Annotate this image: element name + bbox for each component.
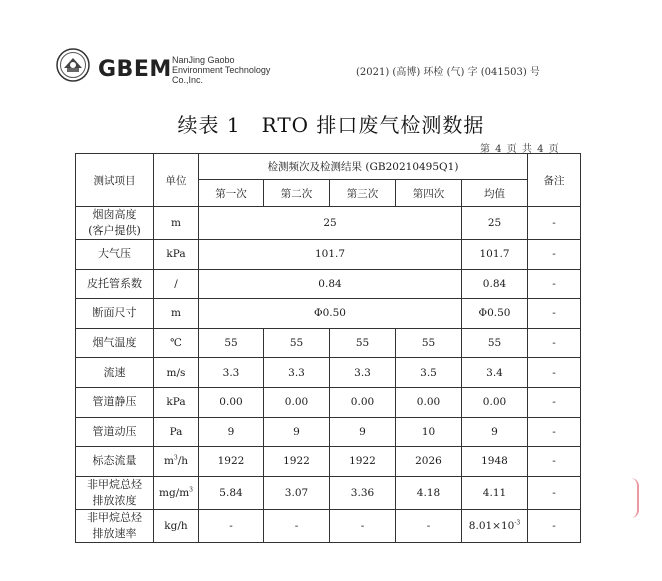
run-value: 2026 [396,447,462,477]
table-row [76,299,581,329]
remark-value: - [528,387,581,417]
row-item [76,207,154,240]
run-value: 0.00 [264,387,330,417]
row-item: 皮托管系数 [76,269,154,299]
item-text: 烟囱高度 [92,208,137,221]
seal-stamp-edge [631,478,639,518]
run-value: 4.18 [396,476,462,509]
row-item [76,476,154,509]
row-item: 标态流量 [76,447,154,477]
avg-value [462,509,528,542]
run-value: - [396,509,462,542]
run-value: - [199,509,264,542]
remark-value: - [528,417,581,447]
remark-value: - [528,207,581,240]
header-remark: 备注 [528,154,581,207]
run-value: - [264,509,330,542]
run-value: 1922 [264,447,330,477]
table-row [76,417,581,447]
row-item: 流速 [76,358,154,388]
document-title: 续表 1 RTO 排口废气检测数据 [177,113,485,137]
header-run: 第一次 [199,180,264,207]
avg-value: 0.84 [462,269,528,299]
run-value: 3.07 [264,476,330,509]
company-name [172,55,270,85]
run-value: 55 [396,328,462,358]
table-row [76,269,581,299]
header-item: 测试项目 [76,154,154,207]
run-value: 3.3 [264,358,330,388]
unit-base: mg/m [158,486,190,499]
remark-value: - [528,476,581,509]
item-text: 排放浓度 [92,493,137,507]
brand-name: GBEM [98,57,172,82]
item-text: 排放速率 [92,526,137,540]
avg-value: 55 [462,328,528,358]
avg-value: 101.7 [462,240,528,270]
unit-base: m [163,455,174,468]
merged-value: 0.84 [199,269,462,299]
table-row [76,387,581,417]
row-unit: kPa [154,240,199,270]
table-row [76,476,581,509]
remark-value: - [528,299,581,329]
row-item: 管道动压 [76,417,154,447]
run-value: 3.36 [330,476,396,509]
run-value: 10 [396,417,462,447]
measurement-table [75,153,581,543]
remark-value: - [528,269,581,299]
avg-value: 1948 [462,447,528,477]
avg-value: Φ0.50 [462,299,528,329]
remark-value: - [528,447,581,477]
row-unit: Pa [154,417,199,447]
item-text: 非甲烷总烃 [87,510,142,524]
run-value: 9 [264,417,330,447]
row-unit [154,447,199,477]
avg-base: 8.01×10 [468,519,515,532]
row-unit: m [154,207,199,240]
row-item: 断面尺寸 [76,299,154,329]
avg-value: 25 [462,207,528,240]
run-value: - [330,509,396,542]
report-number: (2021) (高博) 环检 (气) 字 (041503) 号 [356,67,540,78]
header-unit: 单位 [154,154,199,207]
run-value: 5.84 [199,476,264,509]
row-item: 管道静压 [76,387,154,417]
remark-value: - [528,240,581,270]
row-unit: kPa [154,387,199,417]
run-value: 55 [330,328,396,358]
avg-sup: -3 [514,519,521,527]
run-value: 1922 [330,447,396,477]
item-text: 非甲烷总烃 [87,477,142,491]
merged-value: 25 [199,207,462,240]
table-row [76,328,581,358]
run-value: 9 [199,417,264,447]
remark-value: - [528,509,581,542]
header-row [76,154,581,180]
row-item [76,509,154,542]
avg-value: 0.00 [462,387,528,417]
run-value: 1922 [199,447,264,477]
merged-value: Φ0.50 [199,299,462,329]
run-value: 55 [264,328,330,358]
row-unit: ℃ [154,328,199,358]
header-run: 第三次 [330,180,396,207]
item-text: (客户提供) [88,224,141,237]
run-value: 0.00 [396,387,462,417]
unit-rest: /h [177,455,189,468]
unit-sup: 3 [173,454,178,462]
company-line: NanJing Gaobo [172,55,235,65]
remark-value: - [528,328,581,358]
header-avg: 均值 [462,180,528,207]
run-value: 3.3 [199,358,264,388]
remark-value: - [528,358,581,388]
report-header [0,0,662,100]
row-item: 大气压 [76,240,154,270]
avg-value: 3.4 [462,358,528,388]
row-unit: / [154,269,199,299]
gbem-logo-icon [56,48,90,82]
avg-value: 9 [462,417,528,447]
table-row [76,447,581,477]
row-unit: m [154,299,199,329]
table-row [76,358,581,388]
company-line: Environment Technology [172,65,271,75]
run-value: 3.5 [396,358,462,388]
unit-sup: 3 [189,486,193,494]
header-group: 检测频次及检测结果 (GB20210495Q1) [199,154,528,180]
header-run: 第二次 [264,180,330,207]
avg-value: 4.11 [462,476,528,509]
row-unit: kg/h [154,509,199,542]
run-value: 0.00 [199,387,264,417]
run-value: 3.3 [330,358,396,388]
company-line: Co.,Inc. [172,75,204,85]
run-value: 9 [330,417,396,447]
table-row [76,207,581,240]
merged-value: 101.7 [199,240,462,270]
row-item: 烟气温度 [76,328,154,358]
run-value: 0.00 [330,387,396,417]
row-unit [154,476,199,509]
table-row [76,509,581,542]
header-run: 第四次 [396,180,462,207]
page-indicator: 第 4 页 共 4 页 [480,144,560,155]
run-value: 55 [199,328,264,358]
table-row [76,240,581,270]
row-unit: m/s [154,358,199,388]
